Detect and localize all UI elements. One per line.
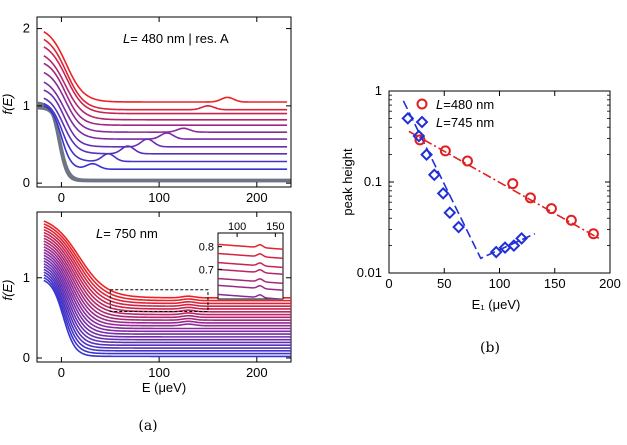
curve-line	[44, 63, 287, 125]
annotation-a-bottom: L= 750 nm	[96, 226, 158, 241]
b-xtick-label: 0	[385, 276, 393, 291]
curve-line	[44, 82, 287, 139]
curve-line	[44, 47, 287, 114]
data-point-diamond	[454, 222, 464, 232]
fit-line-circle	[409, 131, 599, 238]
inset-ytick-label: 0.8	[198, 241, 214, 254]
inset-ytick-label: 0.7	[198, 264, 214, 277]
legend-label-2: L=745 nm	[436, 115, 495, 130]
legend	[417, 97, 494, 130]
annotation-a-top: L= 480 nm | res. A	[123, 31, 229, 46]
inset-xtick-label: 100	[227, 221, 247, 233]
panel-b	[340, 83, 621, 312]
curve-group	[44, 32, 287, 170]
b-xtick-label: 200	[599, 276, 621, 291]
a-bottom-ytick-label: 1	[22, 269, 30, 285]
b-ytick-label: 0.01	[356, 265, 382, 280]
curve-line	[44, 39, 287, 109]
b-xtick-label: 100	[488, 276, 511, 291]
curve-line	[44, 98, 287, 154]
b-ytick-label: 0.1	[363, 174, 382, 189]
a-bottom-xtick-label: 0	[57, 365, 66, 380]
b-ytick-label: 1	[374, 83, 382, 98]
ylabel-b: peak height	[340, 148, 355, 216]
data-markers	[403, 113, 598, 257]
legend-marker-diamond	[417, 117, 427, 127]
a-top-xtick-label: 100	[148, 190, 170, 205]
xlabel-a-bottom: E (μeV)	[141, 380, 187, 395]
a-bottom-ytick-label: 0	[22, 349, 30, 365]
inset	[199, 221, 285, 299]
legend-label-1: L=480 nm	[436, 97, 495, 112]
a-bottom-xtick-label: 100	[148, 365, 170, 380]
ylabel-a-bottom: f(E)	[0, 279, 15, 301]
a-top-ytick-label: 2	[22, 20, 30, 36]
xlabel-b: E₁ (μeV)	[471, 297, 521, 312]
a-bottom-xtick-label: 200	[245, 365, 268, 380]
a-top-ytick-label: 0	[22, 175, 30, 191]
legend-marker-circle	[418, 100, 427, 109]
caption-a: (a)	[138, 418, 158, 434]
panel-a-top	[0, 17, 291, 205]
caption-b: (b)	[480, 340, 500, 356]
data-point-circle	[547, 204, 556, 213]
data-point-diamond	[445, 208, 455, 218]
a-top-ytick-label: 1	[22, 97, 30, 113]
ylabel-a-top: f(E)	[0, 93, 15, 115]
panel-a-bottom	[0, 212, 296, 395]
data-point-circle	[463, 157, 472, 166]
a-top-xtick-label: 0	[57, 190, 66, 205]
curve-line	[44, 106, 287, 169]
data-point-circle	[508, 179, 517, 188]
b-xtick-label: 150	[543, 276, 566, 291]
a-top-xtick-label: 200	[245, 190, 268, 205]
inset-xtick-label: 150	[266, 221, 285, 233]
b-xtick-label: 50	[437, 276, 452, 291]
data-point-circle	[526, 193, 535, 202]
